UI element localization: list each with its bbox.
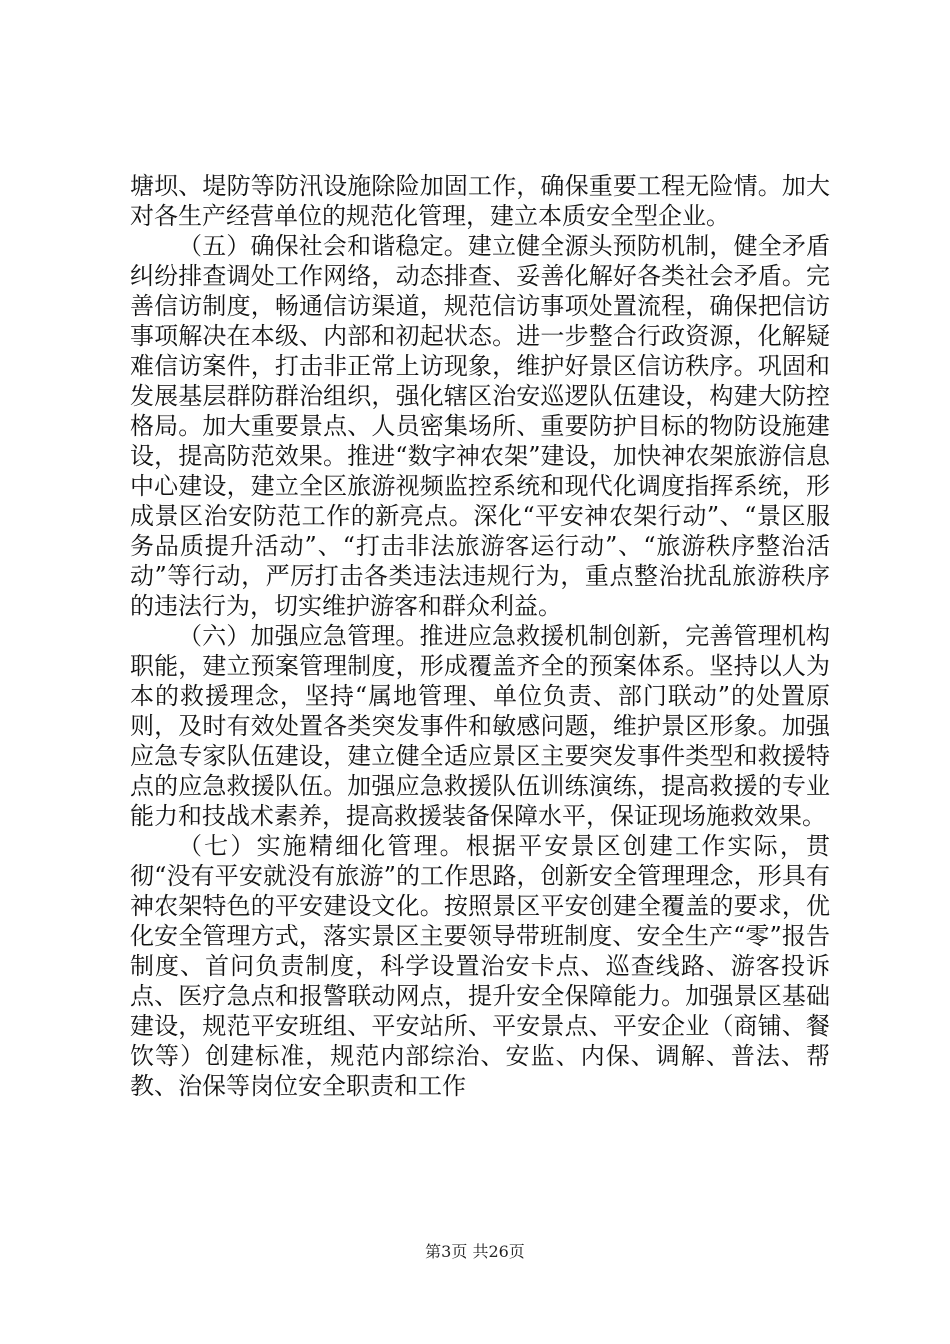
page-number: 第3页 共26页	[425, 1242, 525, 1261]
paragraph-4: （七）实施精细化管理。根据平安景区创建工作实际，贯彻“没有平安就没有旅游”的工作思路，创新安全管理理念，形具有神农架特色的平安建设文化。按照景区平安创建全覆盖的要求，优化安全管理方式，落实景区主要领导带班制度、安全生产“零”报告制度、首问负责制度，科学设置治安卡点、巡查线路、游客投诉点、医疗急点和报警联动网点，提升安全保障能力。加强景区基础建设，规范平安班组、平安站所、平安景点、平安企业（商铺、餐饮等）创建标准，规范内部综治、安监、内保、调解、普法、帮教、治保等岗位安全职责和工作	[130, 832, 830, 1100]
page-footer	[0, 1242, 950, 1262]
paragraph-3: （六）加强应急管理。推进应急救援机制创新，完善管理机构职能，建立预案管理制度，形成覆盖齐全的预案体系。坚持以人为本的救援理念，坚持“属地管理、单位负责、部门联动”的处置原则，及时有效处置各类突发事件和敏感问题，维护景区形象。加强应急专家队伍建设，建立健全适应景区主要突发事件类型和救援特点的应急救援队伍。加强应急救援队伍训练演练，提高救援的专业能力和技战术素养，提高救援装备保障水平，保证现场施救效果。	[130, 622, 830, 830]
paragraph-2: （五）确保社会和谐稳定。建立健全源头预防机制，健全矛盾纠纷排查调处工作网络，动态排查、妥善化解好各类社会矛盾。完善信访制度，畅通信访渠道，规范信访事项处置流程，确保把信访事项解决在本级、内部和初起状态。进一步整合行政资源，化解疑难信访案件，打击非正常上访现象，维护好景区信访秩序。巩固和发展基层群防群治组织，强化辖区治安巡逻队伍建设，构建大防控格局。加大重要景点、人员密集场所、重要防护目标的物防设施建设，提高防范效果。推进“数字神农架”建设，加快神农架旅游信息中心建设，建立全区旅游视频监控系统和现代化调度指挥系统，形成景区治安防范工作的新亮点。深化“平安神农架行动”、“景区服务品质提升活动”、“打击非法旅游客运行动”、“旅游秩序整治活动”等行动，严厉打击各类违法违规行为，重点整治扰乱旅游秩序的违法行为，切实维护游客和群众利益。	[130, 232, 830, 620]
paragraph-1: 塘坝、堤防等防汛设施除险加固工作，确保重要工程无险情。加大对各生产经营单位的规范化管理，建立本质安全型企业。	[130, 172, 830, 230]
document-body	[130, 171, 830, 1101]
